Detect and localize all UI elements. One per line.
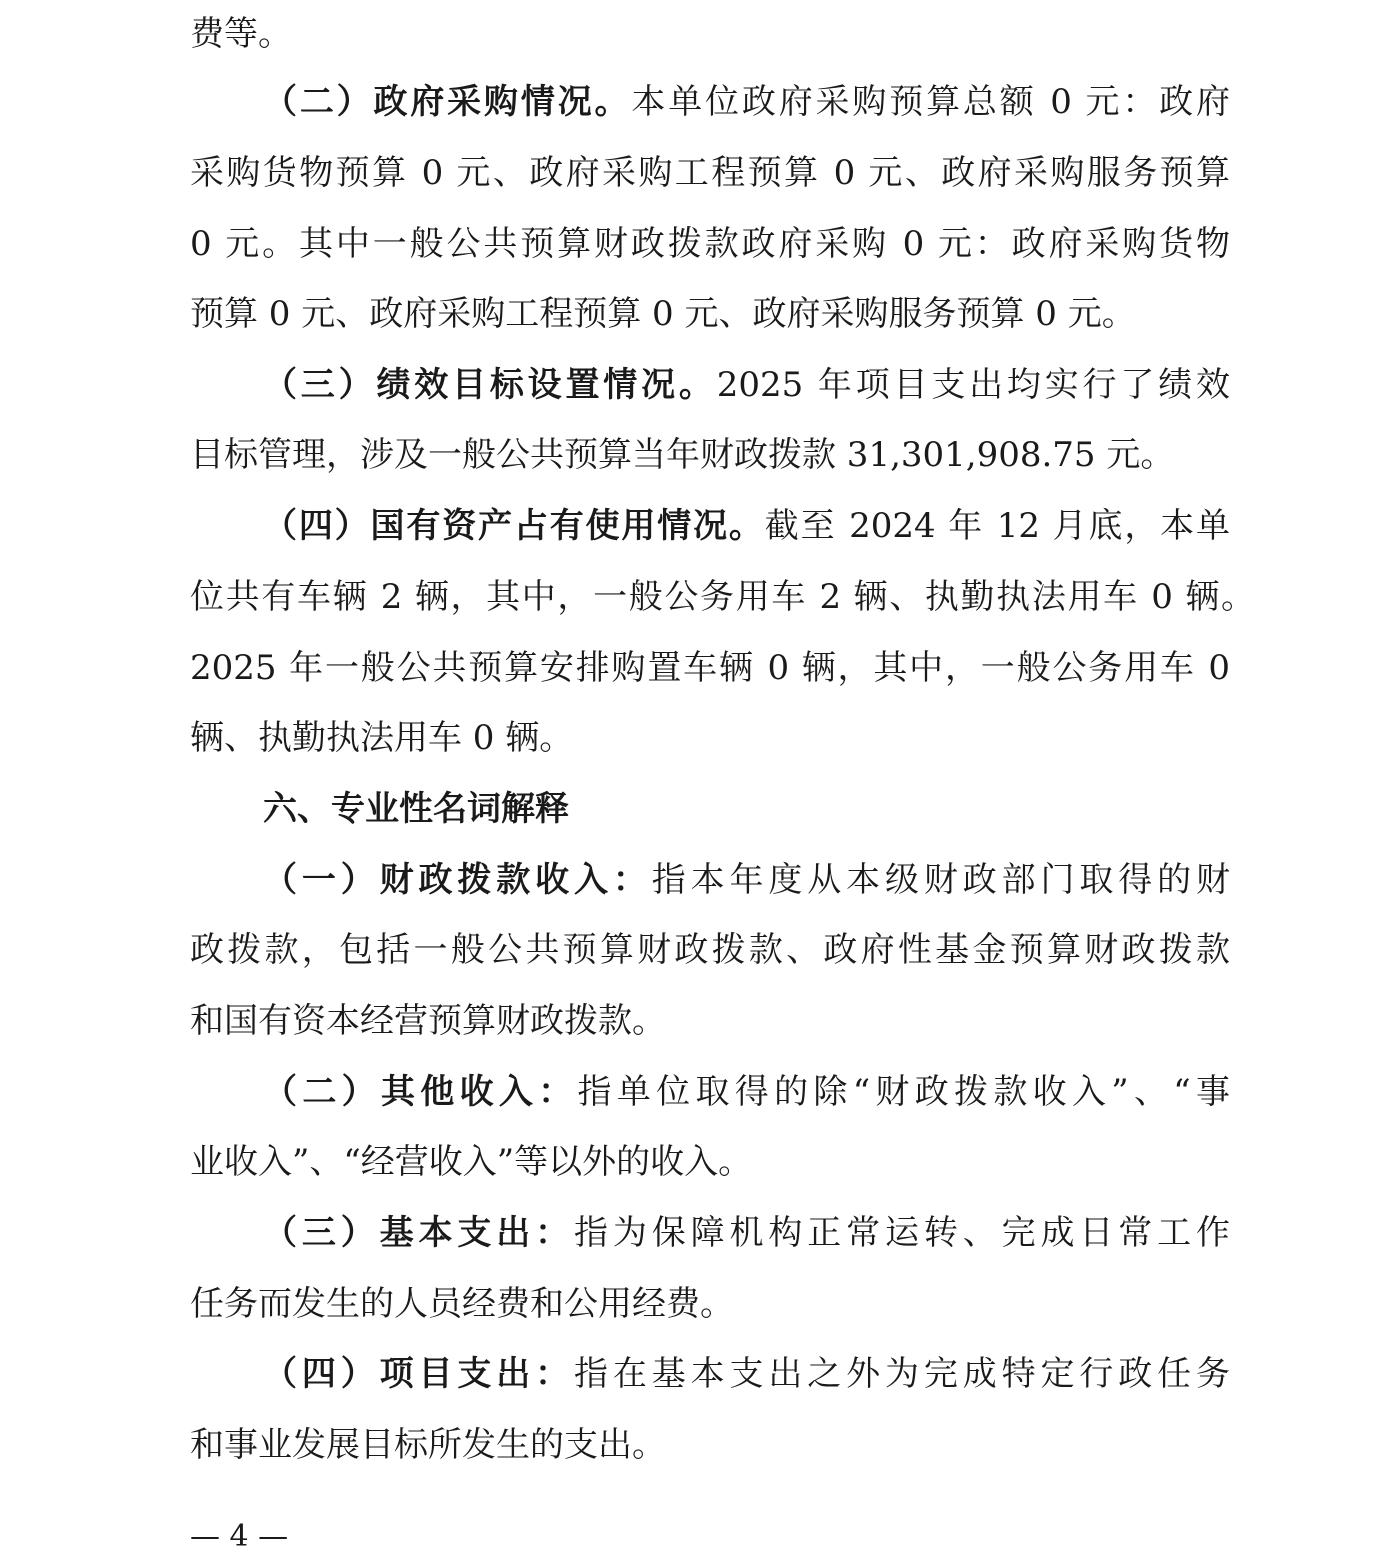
paragraph-line xyxy=(190,991,1230,1051)
line-text: 位共有车辆 2 辆，其中，一般公务用车 2 辆、执勤执法用车 0 辆。 xyxy=(190,577,1255,617)
line-text: 预算 0 元、政府采购工程预算 0 元、政府采购服务预算 0 元。 xyxy=(190,294,1136,334)
line-text: 业收入”、“经营收入”等以外的收入。 xyxy=(190,1142,753,1182)
paragraph-line xyxy=(190,284,1230,344)
section-lead: （二）政府采购情况。 xyxy=(263,82,632,122)
paragraph-line xyxy=(190,214,1230,274)
paragraph-line xyxy=(190,143,1230,203)
line-text: 和事业发展目标所发生的支出。 xyxy=(190,1425,666,1465)
paragraph-line xyxy=(190,638,1230,698)
line-text: 指单位取得的除“财政拨款收入”、“事 xyxy=(577,1072,1230,1112)
line-text: 任务而发生的人员经费和公用经费。 xyxy=(190,1284,734,1324)
line-text: 2025 年项目支出均实行了绩效 xyxy=(716,365,1230,405)
section-lead: （三）绩效目标设置情况。 xyxy=(263,365,717,405)
paragraph-line xyxy=(190,1132,1230,1192)
line-text: 0 元。其中一般公共预算财政拨款政府采购 0 元：政府采购货物 xyxy=(190,224,1230,264)
paragraph-line xyxy=(190,567,1255,627)
line-text: 目标管理，涉及一般公共预算当年财政拨款 31,301,908.75 元。 xyxy=(190,435,1175,475)
line-text: 本单位政府采购预算总额 0 元：政府 xyxy=(631,82,1231,122)
term-lead: （一）财政拨款收入： xyxy=(263,860,652,900)
line-text: 指为保障机构正常运转、完成日常工作 xyxy=(574,1213,1230,1253)
paragraph-line xyxy=(263,496,1230,556)
line-text: 指本年度从本级财政部门取得的财 xyxy=(651,860,1230,900)
paragraph-line xyxy=(263,1344,1230,1404)
paragraph-line xyxy=(263,1062,1230,1122)
paragraph-line xyxy=(190,1415,1230,1475)
term-lead: （二）其他收入： xyxy=(263,1072,578,1112)
line-text: 费等。 xyxy=(190,14,292,54)
term-lead: （四）项目支出： xyxy=(263,1354,574,1394)
section-heading xyxy=(263,779,1230,839)
line-text: 指在基本支出之外为完成特定行政任务 xyxy=(574,1354,1230,1394)
paragraph-line xyxy=(190,920,1230,980)
line-text: 采购货物预算 0 元、政府采购工程预算 0 元、政府采购服务预算 xyxy=(190,153,1230,193)
section-lead: （四）国有资产占有使用情况。 xyxy=(263,506,765,546)
paragraph-line xyxy=(263,355,1230,415)
paragraph-line xyxy=(190,425,1230,485)
page-number: — 4 — xyxy=(190,1519,289,1554)
line-text: 政拨款，包括一般公共预算财政拨款、政府性基金预算财政拨款 xyxy=(190,930,1230,970)
paragraph-line xyxy=(263,1203,1230,1263)
paragraph-line xyxy=(190,1274,1230,1334)
paragraph-line xyxy=(263,850,1230,910)
paragraph-line xyxy=(190,4,1230,64)
line-text: 辆、执勤执法用车 0 辆。 xyxy=(190,718,574,758)
paragraph-line xyxy=(190,708,1230,768)
line-text: 截至 2024 年 12 月底，本单 xyxy=(764,506,1230,546)
line-text: 2025 年一般公共预算安排购置车辆 0 辆，其中，一般公务用车 0 xyxy=(190,648,1230,688)
term-lead: （三）基本支出： xyxy=(263,1213,574,1253)
heading-text: 六、专业性名词解释 xyxy=(263,789,569,829)
paragraph-line xyxy=(263,72,1230,132)
line-text: 和国有资本经营预算财政拨款。 xyxy=(190,1001,666,1041)
